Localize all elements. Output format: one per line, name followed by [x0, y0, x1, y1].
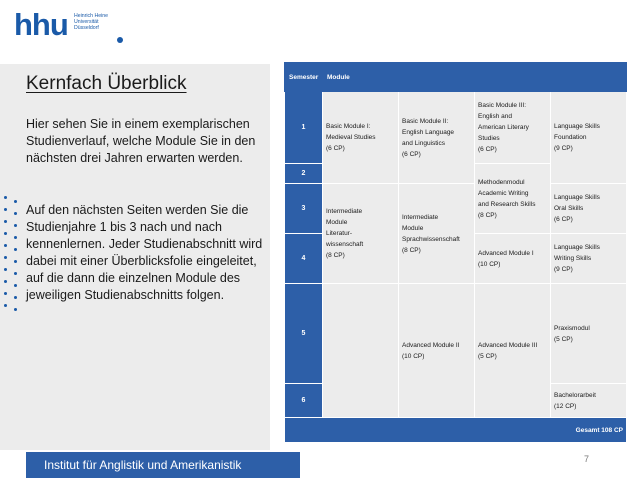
- cell-line: Intermediate: [402, 213, 439, 221]
- dot: [14, 212, 17, 215]
- dot: [4, 196, 7, 199]
- cell-line: Module: [326, 219, 348, 226]
- module-cell-language-oral: [551, 184, 627, 234]
- dot: [4, 208, 7, 211]
- cell-line: Language Skills: [554, 123, 600, 130]
- table-row: [285, 184, 627, 234]
- module-cell-intermediate-linguistics: [399, 184, 475, 284]
- intro-paragraph: Hier sehen Sie in einem exemplarischen Studienverlauf, welche Module Sie in den nächsten drei Jahren erwarten werden.: [26, 117, 256, 165]
- footer-bar: [26, 452, 300, 478]
- page-number: 7: [584, 454, 590, 464]
- cell-line: (5 CP): [554, 335, 573, 343]
- module-cell-bachelorarbeit: [551, 384, 627, 418]
- dot: [14, 236, 17, 239]
- cell-line: English and: [478, 113, 512, 120]
- dot: [14, 248, 17, 251]
- dot: [4, 268, 7, 271]
- dot: [14, 224, 17, 227]
- dot: [4, 304, 7, 307]
- module-cell-language-writing: [551, 234, 627, 284]
- module-cell-basic-3: [475, 92, 551, 164]
- cell-line: (6 CP): [478, 146, 497, 153]
- semester-cell: 1: [285, 92, 323, 164]
- semester-cell: 5: [285, 284, 323, 384]
- cell-line: (6 CP): [326, 145, 345, 152]
- cell-line: Advanced Module II: [402, 341, 460, 349]
- module-cell-intermediate-literature: [323, 184, 399, 284]
- dot: [4, 292, 7, 295]
- dot: [14, 260, 17, 263]
- module-cell-praxismodul: [551, 284, 627, 384]
- dot: [14, 308, 17, 311]
- module-cell-advanced-2: [399, 284, 475, 418]
- dot: [14, 272, 17, 275]
- logo-line: Düsseldorf: [74, 25, 99, 32]
- empty-cell: [323, 284, 399, 418]
- cell-line: (8 CP): [326, 252, 345, 259]
- cell-line: (12 CP): [554, 402, 577, 410]
- dot: [14, 296, 17, 299]
- slide-title: Kernfach Überblick: [26, 73, 187, 94]
- cell-line: Literatur-: [326, 230, 353, 237]
- cell-line: Medieval Studies: [326, 134, 376, 141]
- cell-line: (9 CP): [554, 145, 573, 152]
- module-cell-advanced-3: [475, 284, 551, 418]
- cell-line: Basic Module III:: [478, 102, 527, 109]
- study-plan-table: [284, 62, 627, 443]
- cell-line: Module: [402, 224, 424, 232]
- cell-line: (6 CP): [554, 216, 573, 223]
- dot: [4, 256, 7, 259]
- logo-mark: hhu: [14, 7, 68, 42]
- cell-line: (10 CP): [402, 352, 425, 360]
- cell-line: Oral Skills: [554, 205, 584, 212]
- cell-line: and Research Skills: [478, 200, 536, 208]
- cell-line: Sprachwissenschaft: [402, 235, 460, 243]
- detail-paragraph: Auf den nächsten Seiten werden Sie die Studienjahre 1 bis 3 nach und nach kennenlernen. Jeder Studienabschnitt wird dabei mit einer Überblicksfolie eingeleitet, auf die dann die einzelnen Module des jeweiligen Studienabschnitts folgen.: [26, 203, 263, 302]
- header-semester: Semester: [285, 63, 323, 92]
- cell-line: English Language: [402, 128, 455, 136]
- logo-dot: [117, 37, 123, 43]
- cell-line: (9 CP): [554, 266, 573, 273]
- total-credits: Gesamt 108 CP: [285, 418, 627, 443]
- semester-cell: 4: [285, 234, 323, 284]
- cell-line: and Linguistics: [402, 139, 445, 147]
- semester-cell: 2: [285, 164, 323, 184]
- semester-cell: 3: [285, 184, 323, 234]
- cell-line: Foundation: [554, 134, 587, 141]
- cell-line: Advanced Module III: [478, 341, 538, 349]
- semester-cell: 6: [285, 384, 323, 418]
- cell-line: (6 CP): [402, 150, 421, 158]
- dot: [4, 232, 7, 235]
- cell-line: Language Skills: [554, 244, 600, 251]
- cell-line: Academic Writing: [478, 189, 529, 197]
- logo-text: [74, 13, 108, 32]
- cell-line: (10 CP): [478, 260, 501, 268]
- cell-line: (5 CP): [478, 352, 497, 360]
- module-cell-language-foundation: [551, 92, 627, 184]
- cell-line: Methodenmodul: [478, 178, 525, 186]
- cell-line: Language Skills: [554, 194, 600, 201]
- dot: [4, 244, 7, 247]
- cell-line: (8 CP): [402, 246, 421, 254]
- dot: [4, 280, 7, 283]
- cell-line: (8 CP): [478, 211, 497, 219]
- module-cell-advanced-1: [475, 234, 551, 284]
- logo-line: Universität: [74, 19, 99, 26]
- module-cell-basic-2: [399, 92, 475, 184]
- cell-line: wissenschaft: [326, 241, 364, 248]
- table-row: [285, 284, 627, 384]
- header-module: Module: [323, 63, 627, 92]
- cell-line: Praxismodul: [554, 324, 590, 332]
- logo-line: Heinrich Heine: [74, 13, 109, 19]
- cell-line: Bachelorarbeit: [554, 391, 596, 399]
- total-row: [285, 418, 627, 443]
- table-row: [285, 92, 627, 164]
- cell-line: Studies: [478, 135, 500, 142]
- institute-name: Institut für Anglistik und Amerikanistik: [44, 458, 242, 472]
- dot: [4, 220, 7, 223]
- module-cell-basic-1: [323, 92, 399, 184]
- table-header-row: [285, 63, 627, 92]
- cell-line: American Literary: [478, 124, 529, 131]
- cell-line: Basic Module I:: [326, 123, 371, 130]
- cell-line: Advanced Module I: [478, 249, 534, 257]
- module-cell-methodenmodul: [475, 164, 551, 234]
- dot: [14, 200, 17, 203]
- cell-line: Intermediate: [326, 208, 363, 215]
- dot: [14, 284, 17, 287]
- cell-line: Basic Module II:: [402, 117, 449, 125]
- cell-line: Writing Skills: [554, 255, 592, 262]
